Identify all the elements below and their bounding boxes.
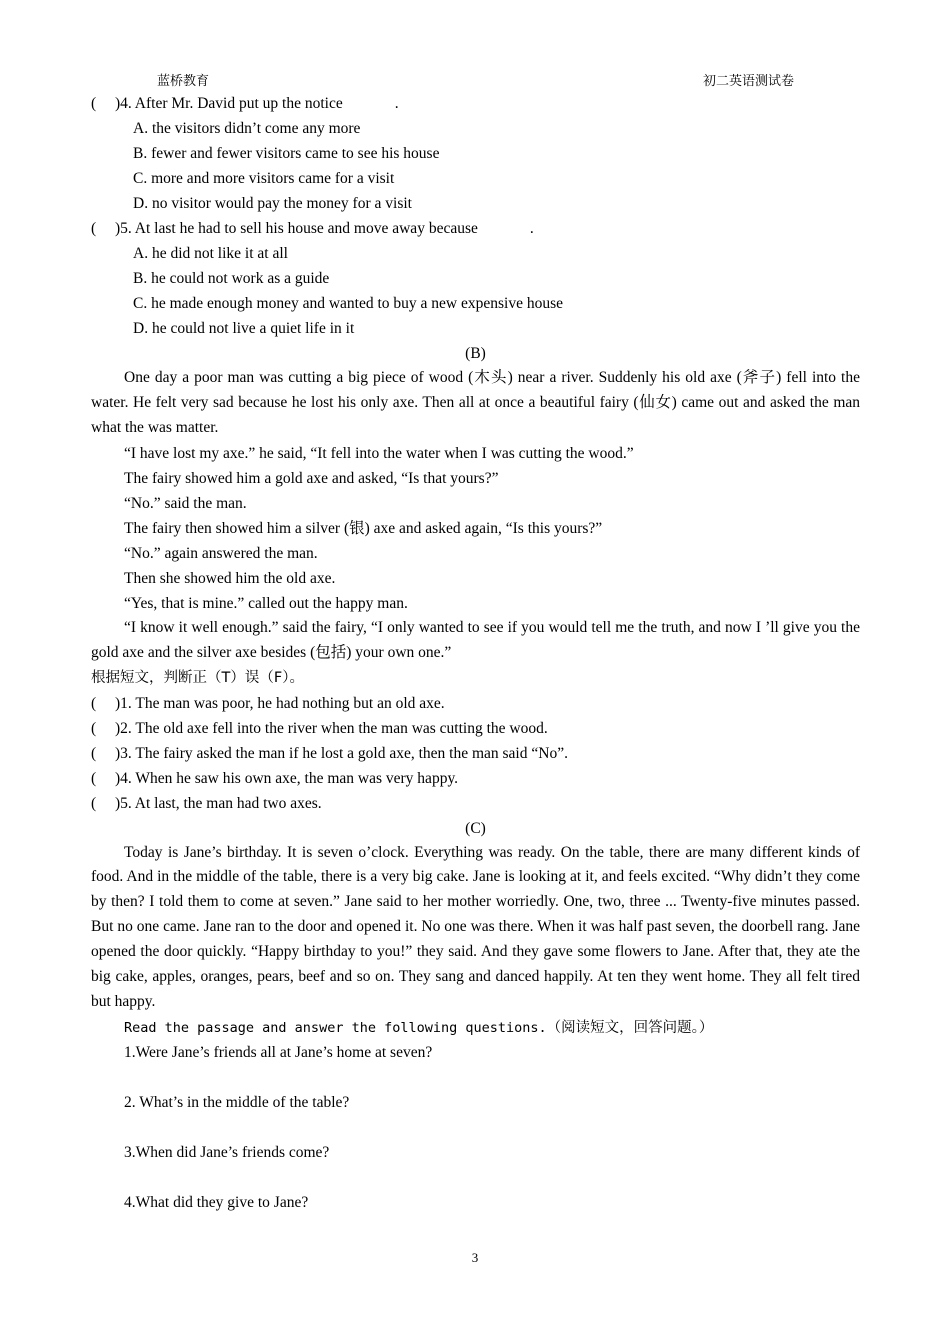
question: 1.Were Jane’s friends all at Jane’s home at seven? xyxy=(124,1043,433,1061)
page-number: 3 xyxy=(471,1250,479,1265)
option: B. he could not work as a guide xyxy=(133,270,330,287)
true-false-item: ( )3. The fairy asked the man if he lost a gold axe, then the man said “No”. xyxy=(91,741,860,766)
answer-bracket[interactable]: ( xyxy=(91,719,97,737)
question: 2. What’s in the middle of the table? xyxy=(124,1093,350,1111)
true-false-item: ( )5. At last, the man had two axes. xyxy=(91,791,860,816)
option: D. he could not live a quiet life in it xyxy=(133,320,355,337)
option: D. no visitor would pay the money for a visit xyxy=(133,195,412,212)
answer-space[interactable] xyxy=(91,1065,860,1090)
option: A. the visitors didn’t come any more xyxy=(133,120,361,137)
section-title: (B) xyxy=(465,345,486,362)
page-header xyxy=(0,70,950,90)
passage-paragraph: “No.” said the man. xyxy=(124,494,247,512)
answer-bracket[interactable]: ( xyxy=(91,769,97,787)
answer-space[interactable] xyxy=(91,1115,860,1140)
answer-bracket[interactable]: ( xyxy=(91,220,97,237)
passage-paragraph: Today is Jane’s birthday. It is seven o’clock. Everything was ready. On the table, there are many different kinds of food. And in the middle of the table, there is a very big cake. Jane is looking at it, and feels excited. “Why didn’t they come by then? I told them to come at seven.” Jane said to her mother worriedly. One, two, three ... Twenty-five minutes passed. But no one came. Jane ran to the door and opened it. No one was there. When it was half past seven, the doorbell rang. Jane opened the door quickly. “Happy birthday to you!” they said. And they gave some flowers to Jane. After that, they ate the big cake, apples, oranges, pears, beef and so on. They sang and danced happily. At ten they went home. They all felt tired but happy. xyxy=(91,843,860,1010)
true-false-item: ( )4. When he saw his own axe, the man was very happy. xyxy=(91,766,860,791)
passage-paragraph: The fairy showed him a gold axe and asked, “Is that yours?” xyxy=(124,469,499,487)
question: 4.What did they give to Jane? xyxy=(124,1193,309,1211)
answer-bracket[interactable]: ( xyxy=(91,794,97,812)
option: B. fewer and fewer visitors came to see his house xyxy=(133,145,440,162)
answer-bracket[interactable]: ( xyxy=(91,95,97,112)
page-content xyxy=(91,91,860,1215)
passage-paragraph: “I know it well enough.” said the fairy, “I only wanted to see if you would tell me the truth, and now I ’ll give you the gold axe and the silver axe besides (包括) your own one.” xyxy=(91,618,860,661)
passage-paragraph: “I have lost my axe.” he said, “It fell into the water when I was cutting the wood.” xyxy=(124,444,634,462)
true-false-item: ( )1. The man was poor, he had nothing but an old axe. xyxy=(91,691,860,716)
answer-bracket[interactable]: ( xyxy=(91,744,97,762)
answer-bracket[interactable]: ( xyxy=(91,694,97,712)
option: C. more and more visitors came for a visit xyxy=(133,170,395,187)
question-stem: ( )5. At last he had to sell his house and move away because . xyxy=(91,216,860,241)
section-title: (C) xyxy=(465,819,486,837)
passage-paragraph: “No.” again answered the man. xyxy=(124,544,318,562)
passage-paragraph: One day a poor man was cutting a big piece of wood (木头) near a river. Suddenly his old axe (斧子) fell into the water. He felt very sad because he lost his only axe. Then all at once a beautiful fairy (仙女) came out and asked the man what the was matter. xyxy=(91,369,860,436)
question-text: )4. After Mr. David put up the notice xyxy=(115,95,343,112)
instruction: Read the passage and answer the following questions.（阅读短文，回答问题。） xyxy=(124,1019,714,1036)
option: A. he did not like it at all xyxy=(133,245,288,262)
passage-paragraph: “Yes, that is mine.” called out the happy man. xyxy=(124,594,408,612)
question-stem: ( )4. After Mr. David put up the notice . xyxy=(91,91,860,116)
question-text: )5. At last he had to sell his house and move away because xyxy=(115,220,478,237)
true-false-item: ( )2. The old axe fell into the river when the man was cutting the wood. xyxy=(91,716,860,741)
header-school: 蓝桥教育 xyxy=(157,74,210,89)
option: C. he made enough money and wanted to buy a new expensive house xyxy=(133,295,564,312)
passage-paragraph: Then she showed him the old axe. xyxy=(124,569,336,587)
header-title: 初二英语测试卷 xyxy=(702,74,794,89)
answer-space[interactable] xyxy=(91,1165,860,1190)
instruction: 根据短文，判断正（T）误（F）。 xyxy=(91,669,304,686)
passage-paragraph: The fairy then showed him a silver (银) axe and asked again, “Is this yours?” xyxy=(124,519,603,537)
question: 3.When did Jane’s friends come? xyxy=(124,1143,330,1161)
